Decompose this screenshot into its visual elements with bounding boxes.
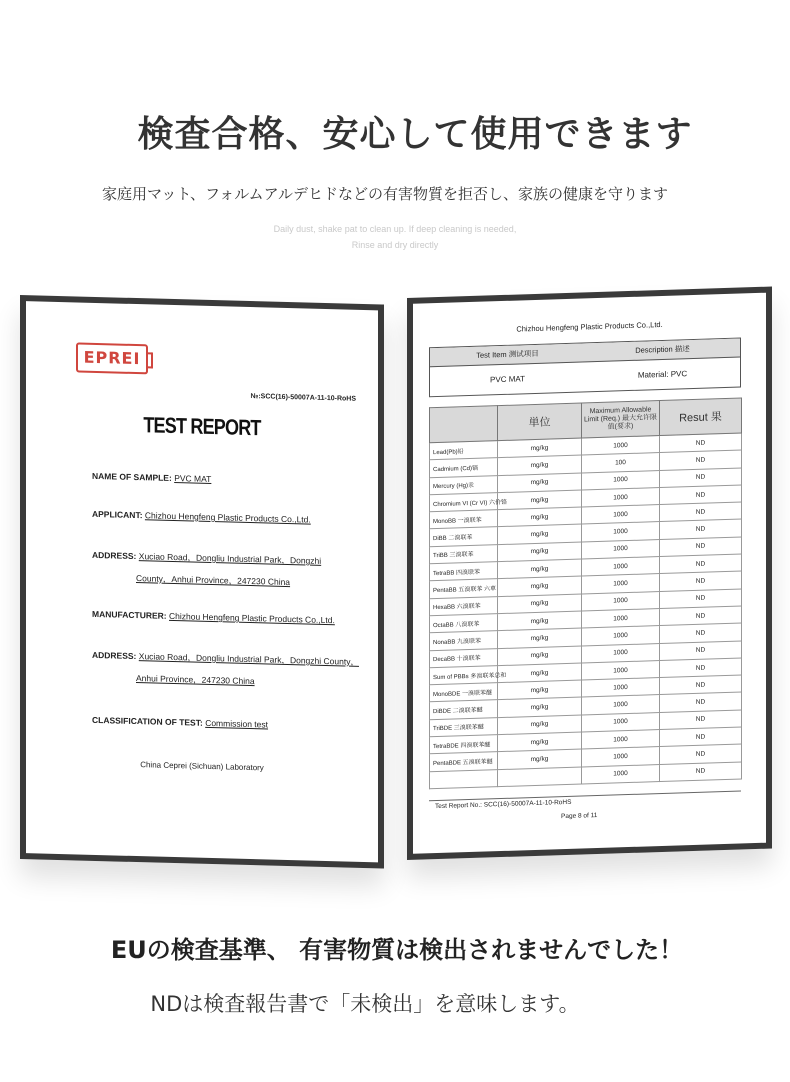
bottom-headline: EUの検査基準、 有害物質は検出されませんでした！ <box>110 936 684 964</box>
cell-limit: 1000 <box>582 505 660 525</box>
cell-unit: mg/kg <box>498 749 582 769</box>
cell-result: ND <box>660 468 742 488</box>
table-page-number: Page 8 of 11 <box>561 812 598 821</box>
cell-unit: mg/kg <box>498 594 582 614</box>
cell-unit: mg/kg <box>498 559 582 579</box>
faint-caption-line-2: Rinse and dry directly <box>351 240 439 250</box>
cell-unit: mg/kg <box>498 697 582 717</box>
classification-label: CLASSIFICATION OF TEST: <box>92 714 203 728</box>
col-unit-header: 単位 <box>498 403 582 441</box>
manufacturer-field <box>92 609 335 625</box>
address-line-2: County，Anhui Province，247230 China <box>136 573 291 588</box>
manufacturer-address-field <box>92 649 359 690</box>
cell-item: TriBB 三溴联苯 <box>430 544 498 563</box>
cell-result: ND <box>660 623 742 643</box>
cell-limit: 1000 <box>582 591 660 611</box>
cell-limit: 1000 <box>582 660 660 680</box>
test-item-label: Test Item 测试项目 <box>476 348 539 360</box>
address-label: ADDRESS: <box>92 549 137 562</box>
cell-item: DiBDE 二溴联苯醚 <box>430 700 498 719</box>
cell-item: DecaBB 十溴联苯 <box>430 648 498 667</box>
test-results-frame <box>407 287 772 860</box>
cell-item: Cadmium (Cd)镉 <box>430 458 498 477</box>
cell-item: MonoBDE 一溴联苯醚 <box>430 683 498 702</box>
cell-item: Mercury (Hg)汞 <box>430 475 498 494</box>
cell-item: TetraBDE 四溴联苯醚 <box>430 735 498 754</box>
bottom-subline: NDは検査報告書で「未検出」を意味します。 <box>150 992 580 1016</box>
sample-name-value: PVC MAT <box>174 473 212 485</box>
table-company-name: Chizhou Hengfeng Plastic Products Co.,Ltd. <box>516 319 663 334</box>
cell-limit: 1000 <box>582 436 660 456</box>
applicant-value: Chizhou Hengfeng Plastic Products Co.,Ltd. <box>144 510 311 525</box>
cell-limit: 1000 <box>582 487 660 507</box>
page-headline: 検査合格、安心して使用できます <box>137 114 693 155</box>
cell-unit: mg/kg <box>498 525 582 545</box>
classification-field <box>92 715 268 730</box>
cell-item: OctaBB 八溴联苯 <box>430 614 498 633</box>
table-report-number: Test Report No.: SCC(16)-50007A-11-10-RoHS <box>435 798 572 811</box>
cell-item: Chromium VI (Cr VI) 六价铬 <box>430 493 498 512</box>
applicant-address-field <box>92 549 321 589</box>
report-title: TEST REPORT <box>143 412 261 441</box>
cell-result: ND <box>660 485 742 505</box>
col-limit-header: Maximum Allowable Limit (Req.) 最大允许限值(要求) <box>582 401 660 438</box>
cell-result: ND <box>660 502 742 522</box>
address-line-1: Xuciao Road，Dongliu Industrial Park，Dongzhi <box>138 551 322 566</box>
cell-limit: 1000 <box>582 539 660 559</box>
description-value: Material: PVC <box>637 369 688 380</box>
col-item-header <box>430 406 498 443</box>
cell-result: ND <box>660 433 742 453</box>
cell-item: MonoBB 一溴联苯 <box>430 510 498 529</box>
cell-result: ND <box>660 519 742 539</box>
cell-result: ND <box>660 571 742 591</box>
cell-limit: 1000 <box>582 764 660 784</box>
cell-limit: 100 <box>582 453 660 473</box>
address2-line-1: Xuciao Road，Dongliu Industrial Park，Dongzhi County， <box>138 651 359 667</box>
cell-unit: mg/kg <box>498 732 582 752</box>
cell-limit: 1000 <box>582 678 660 698</box>
cell-result: ND <box>660 450 742 470</box>
cell-unit: mg/kg <box>498 507 582 527</box>
cell-item: Sum of PBBs 多溴联苯总和 <box>430 666 498 685</box>
cell-limit: 1000 <box>582 730 660 750</box>
cell-unit: mg/kg <box>498 455 582 475</box>
page-subline: 家庭用マット、フォルムアルデヒドなどの有害物質を拒否し、家族の健康を守ります <box>101 185 669 203</box>
cell-result: ND <box>660 762 742 782</box>
results-table <box>429 397 742 789</box>
cell-limit: 1000 <box>582 712 660 732</box>
cell-result: ND <box>660 744 742 764</box>
eprei-logo: EPREI <box>76 342 148 374</box>
cell-result: ND <box>660 727 742 747</box>
applicant-label: APPLICANT: <box>92 508 143 521</box>
cell-result: ND <box>660 641 742 661</box>
cell-limit: 1000 <box>582 695 660 715</box>
laboratory-name: China Ceprei (Sichuan) Laboratory <box>140 760 264 773</box>
sample-name-label: NAME OF SAMPLE: <box>92 470 172 483</box>
sample-name-field <box>92 471 211 484</box>
cell-limit: 1000 <box>582 626 660 646</box>
cell-item: NonaBB 九溴联苯 <box>430 631 498 650</box>
cell-unit: mg/kg <box>498 663 582 683</box>
cell-unit: mg/kg <box>498 628 582 648</box>
cell-unit: mg/kg <box>498 438 582 458</box>
cell-limit: 1000 <box>582 609 660 629</box>
cell-item: DiBB 二溴联苯 <box>430 527 498 546</box>
cell-item: TetraBB 四溴联苯 <box>430 562 498 581</box>
address-label-2: ADDRESS: <box>92 649 137 662</box>
cell-limit: 1000 <box>582 522 660 542</box>
cell-unit: mg/kg <box>498 490 582 510</box>
cell-result: ND <box>660 658 742 678</box>
cell-result: ND <box>660 589 742 609</box>
manufacturer-label: MANUFACTURER: <box>92 608 167 621</box>
cell-unit: mg/kg <box>498 473 582 493</box>
report-number: №:SCC(16)-50007A-11-10-RoHS <box>250 393 356 403</box>
cell-limit: 1000 <box>582 557 660 577</box>
cell-result: ND <box>660 710 742 730</box>
cell-unit: mg/kg <box>498 646 582 666</box>
applicant-field <box>92 509 311 525</box>
cell-unit: mg/kg <box>498 542 582 562</box>
address2-line-2: Anhui Province，247230 China <box>136 673 255 687</box>
test-report-cover-frame <box>20 295 384 869</box>
col-result-header: Resut 果 <box>660 398 742 436</box>
cell-unit: mg/kg <box>498 611 582 631</box>
cell-item: PentaBDE 五溴联苯醚 <box>430 752 498 771</box>
cell-item: Lead(Pb)铅 <box>430 441 498 460</box>
cell-limit: 1000 <box>582 470 660 490</box>
cell-item: PentaBB 五溴联苯 六車 <box>430 579 498 598</box>
cell-item <box>430 769 498 788</box>
manufacturer-value: Chizhou Hengfeng Plastic Products Co.,Ltd. <box>168 610 335 626</box>
test-item-value: PVC MAT <box>490 374 525 385</box>
cell-result: ND <box>660 692 742 712</box>
cell-result: ND <box>660 675 742 695</box>
cell-unit: mg/kg <box>498 680 582 700</box>
cell-unit <box>498 767 582 787</box>
cell-limit: 1000 <box>582 574 660 594</box>
cell-item: TriBDE 三溴联苯醚 <box>430 717 498 736</box>
cell-result: ND <box>660 606 742 626</box>
cell-limit: 1000 <box>582 643 660 663</box>
cell-unit: mg/kg <box>498 715 582 735</box>
faint-caption-line-1: Daily dust, shake pat to clean up. If deep cleaning is needed, <box>273 224 517 234</box>
cell-item: HexaBB 六溴联苯 <box>430 596 498 615</box>
cell-result: ND <box>660 537 742 557</box>
description-label: Description 描述 <box>635 344 690 355</box>
table-footer-divider <box>429 791 741 802</box>
cell-limit: 1000 <box>582 747 660 767</box>
classification-value: Commission test <box>205 717 269 730</box>
cell-unit: mg/kg <box>498 576 582 596</box>
test-item-box <box>429 338 741 398</box>
cell-result: ND <box>660 554 742 574</box>
